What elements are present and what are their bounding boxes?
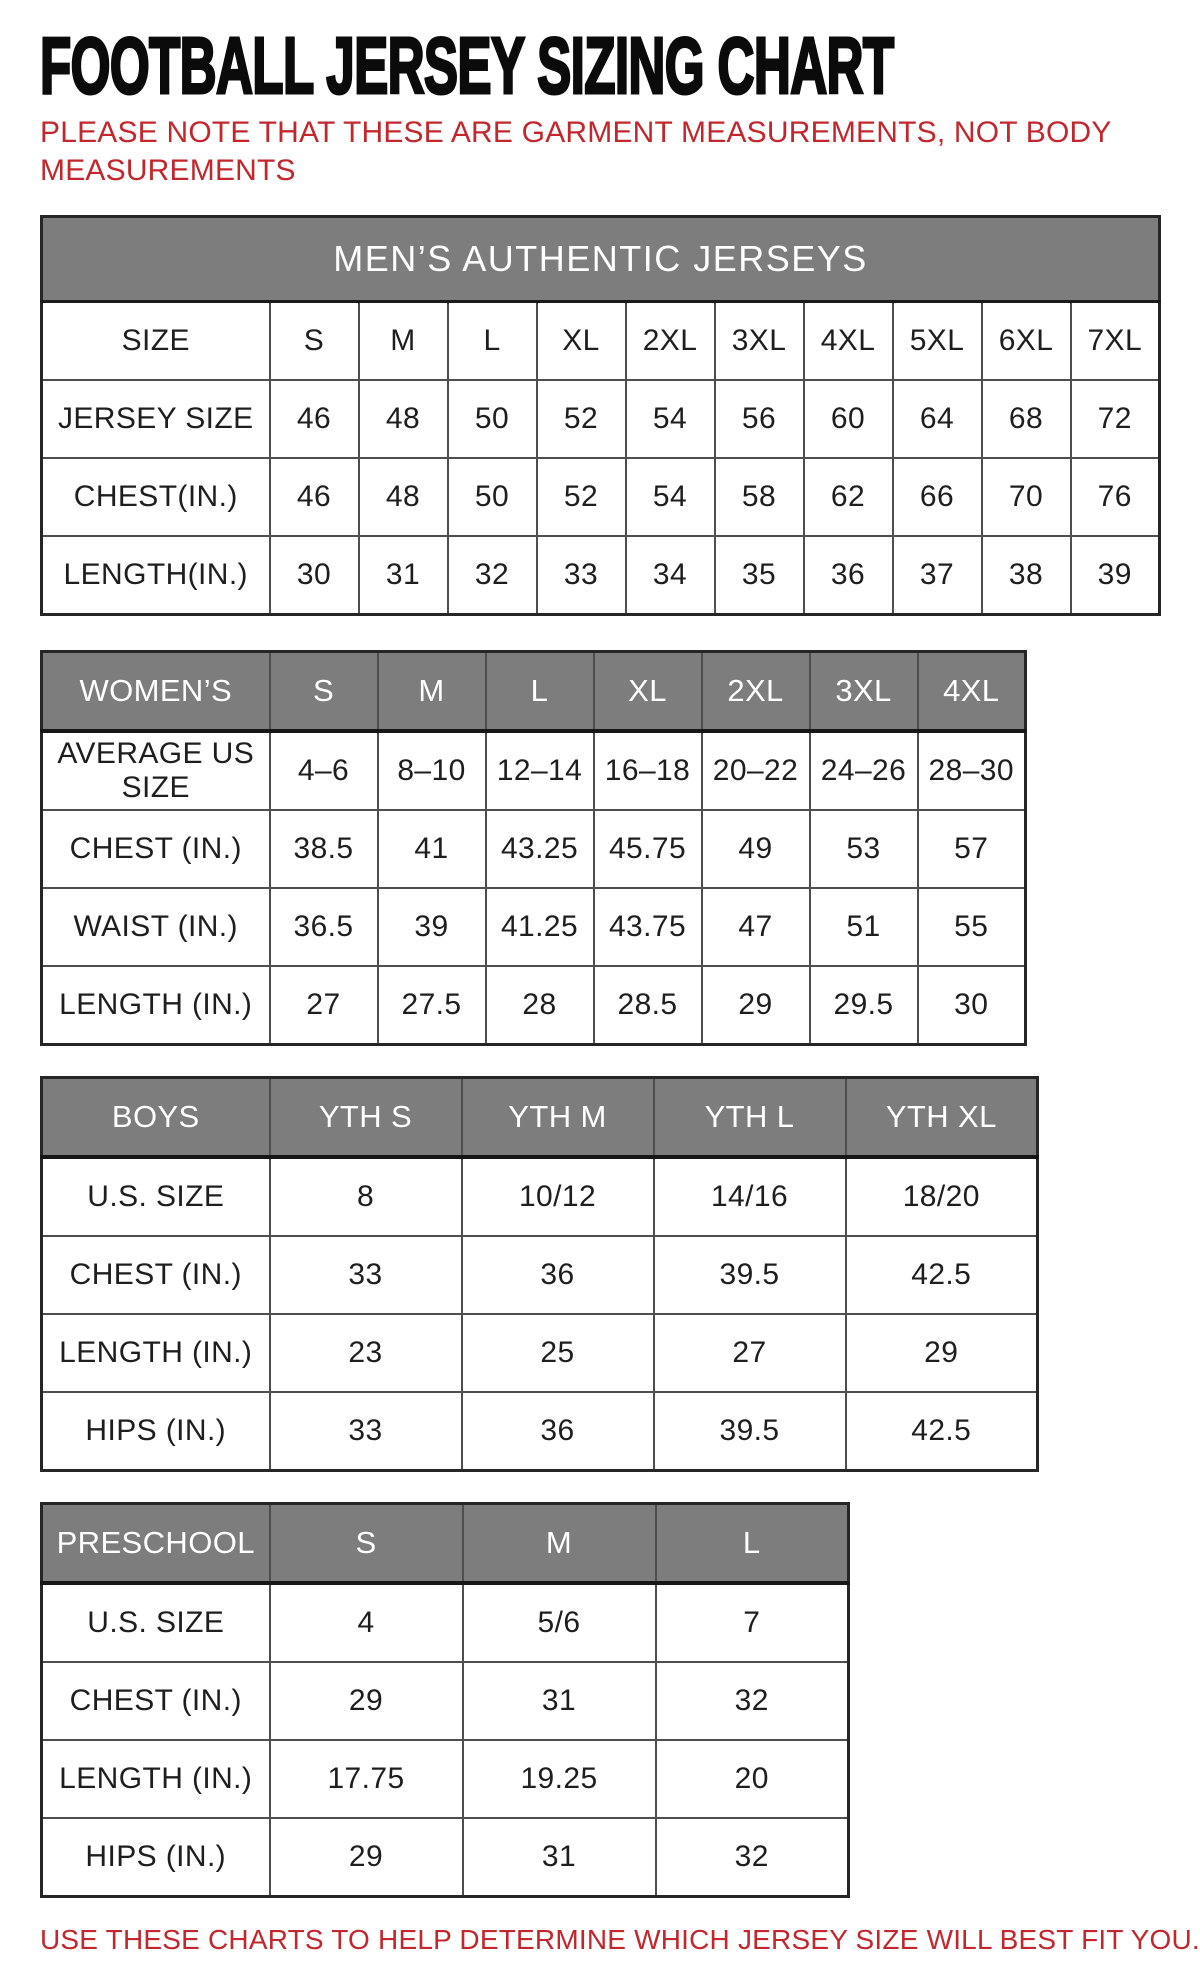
header-cell: 4XL bbox=[918, 652, 1026, 732]
value-cell: 46 bbox=[270, 458, 359, 536]
header-cell: 6XL bbox=[982, 302, 1071, 381]
value-cell: 72 bbox=[1071, 380, 1160, 458]
value-cell: 30 bbox=[918, 966, 1026, 1045]
value-cell: 5/6 bbox=[463, 1583, 656, 1662]
mens-header-label: SIZE bbox=[42, 302, 270, 381]
value-cell: 54 bbox=[626, 458, 715, 536]
value-cell: 41.25 bbox=[486, 888, 594, 966]
value-cell: 48 bbox=[359, 380, 448, 458]
value-cell: 57 bbox=[918, 810, 1026, 888]
value-cell: 29 bbox=[270, 1818, 463, 1897]
preschool-header-label: PRESCHOOL bbox=[42, 1504, 270, 1584]
header-cell: M bbox=[359, 302, 448, 381]
header-cell: S bbox=[270, 1504, 463, 1584]
table-row bbox=[42, 1818, 849, 1897]
value-cell: 36 bbox=[804, 536, 893, 615]
table-row bbox=[42, 380, 1160, 458]
value-cell: 29 bbox=[702, 966, 810, 1045]
value-cell: 34 bbox=[626, 536, 715, 615]
row-label: HIPS (IN.) bbox=[42, 1392, 270, 1471]
row-label: AVERAGE US SIZE bbox=[42, 731, 270, 810]
header-row bbox=[42, 302, 1160, 381]
value-cell: 27 bbox=[270, 966, 378, 1045]
value-cell: 58 bbox=[715, 458, 804, 536]
header-cell: 7XL bbox=[1071, 302, 1160, 381]
boys-header-label: BOYS bbox=[42, 1078, 270, 1158]
value-cell: 39 bbox=[1071, 536, 1160, 615]
table-row bbox=[42, 458, 1160, 536]
row-label: LENGTH (IN.) bbox=[42, 966, 270, 1045]
value-cell: 17.75 bbox=[270, 1740, 463, 1818]
header-cell: S bbox=[270, 302, 359, 381]
header-cell: L bbox=[656, 1504, 849, 1584]
value-cell: 33 bbox=[537, 536, 626, 615]
table-row bbox=[42, 966, 1026, 1045]
table-row bbox=[42, 810, 1026, 888]
value-cell: 12–14 bbox=[486, 731, 594, 810]
value-cell: 10/12 bbox=[462, 1157, 654, 1236]
value-cell: 27 bbox=[654, 1314, 846, 1392]
value-cell: 31 bbox=[463, 1818, 656, 1897]
value-cell: 36 bbox=[462, 1392, 654, 1471]
value-cell: 27.5 bbox=[378, 966, 486, 1045]
value-cell: 32 bbox=[448, 536, 537, 615]
header-cell: 2XL bbox=[702, 652, 810, 732]
value-cell: 36 bbox=[462, 1236, 654, 1314]
header-cell: YTH XL bbox=[846, 1078, 1038, 1158]
row-label: LENGTH (IN.) bbox=[42, 1740, 270, 1818]
value-cell: 42.5 bbox=[846, 1392, 1038, 1471]
row-label: LENGTH(IN.) bbox=[42, 536, 270, 615]
footer-note: USE THESE CHARTS TO HELP DETERMINE WHICH JERSEY SIZE WILL BEST FIT YOU. bbox=[40, 1924, 1200, 1955]
value-cell: 4 bbox=[270, 1583, 463, 1662]
value-cell: 38 bbox=[982, 536, 1071, 615]
value-cell: 29.5 bbox=[810, 966, 918, 1045]
value-cell: 29 bbox=[846, 1314, 1038, 1392]
value-cell: 24–26 bbox=[810, 731, 918, 810]
value-cell: 51 bbox=[810, 888, 918, 966]
womens-header-label: WOMEN’S bbox=[42, 652, 270, 732]
table-row bbox=[42, 536, 1160, 615]
value-cell: 48 bbox=[359, 458, 448, 536]
value-cell: 32 bbox=[656, 1818, 849, 1897]
value-cell: 70 bbox=[982, 458, 1071, 536]
value-cell: 36.5 bbox=[270, 888, 378, 966]
value-cell: 35 bbox=[715, 536, 804, 615]
value-cell: 28 bbox=[486, 966, 594, 1045]
row-label: WAIST (IN.) bbox=[42, 888, 270, 966]
value-cell: 18/20 bbox=[846, 1157, 1038, 1236]
header-row bbox=[42, 1504, 849, 1584]
header-cell: L bbox=[486, 652, 594, 732]
value-cell: 43.25 bbox=[486, 810, 594, 888]
value-cell: 53 bbox=[810, 810, 918, 888]
mens-banner: MEN’S AUTHENTIC JERSEYS bbox=[42, 217, 1160, 302]
value-cell: 76 bbox=[1071, 458, 1160, 536]
value-cell: 29 bbox=[270, 1662, 463, 1740]
page-title-text: FOOTBALL JERSEY SIZING CHART bbox=[40, 21, 894, 110]
header-cell: 3XL bbox=[810, 652, 918, 732]
value-cell: 23 bbox=[270, 1314, 462, 1392]
womens-table bbox=[40, 650, 1027, 1046]
row-label: LENGTH (IN.) bbox=[42, 1314, 270, 1392]
value-cell: 62 bbox=[804, 458, 893, 536]
value-cell: 68 bbox=[982, 380, 1071, 458]
value-cell: 66 bbox=[893, 458, 982, 536]
value-cell: 20–22 bbox=[702, 731, 810, 810]
value-cell: 52 bbox=[537, 380, 626, 458]
value-cell: 47 bbox=[702, 888, 810, 966]
value-cell: 43.75 bbox=[594, 888, 702, 966]
header-cell: L bbox=[448, 302, 537, 381]
row-label: U.S. SIZE bbox=[42, 1157, 270, 1236]
row-label: JERSEY SIZE bbox=[42, 380, 270, 458]
value-cell: 28–30 bbox=[918, 731, 1026, 810]
value-cell: 8–10 bbox=[378, 731, 486, 810]
row-label: CHEST (IN.) bbox=[42, 1662, 270, 1740]
value-cell: 55 bbox=[918, 888, 1026, 966]
row-label: CHEST (IN.) bbox=[42, 810, 270, 888]
header-cell: S bbox=[270, 652, 378, 732]
value-cell: 25 bbox=[462, 1314, 654, 1392]
boys-table bbox=[40, 1076, 1039, 1472]
row-label: CHEST (IN.) bbox=[42, 1236, 270, 1314]
value-cell: 33 bbox=[270, 1236, 462, 1314]
header-cell: M bbox=[463, 1504, 656, 1584]
header-cell: YTH L bbox=[654, 1078, 846, 1158]
value-cell: 41 bbox=[378, 810, 486, 888]
value-cell: 16–18 bbox=[594, 731, 702, 810]
table-row bbox=[42, 888, 1026, 966]
value-cell: 32 bbox=[656, 1662, 849, 1740]
value-cell: 54 bbox=[626, 380, 715, 458]
value-cell: 14/16 bbox=[654, 1157, 846, 1236]
value-cell: 4–6 bbox=[270, 731, 378, 810]
header-cell: YTH M bbox=[462, 1078, 654, 1158]
table-row bbox=[42, 1740, 849, 1818]
table-row bbox=[42, 1392, 1038, 1471]
table-row bbox=[42, 731, 1026, 810]
value-cell: 45.75 bbox=[594, 810, 702, 888]
value-cell: 33 bbox=[270, 1392, 462, 1471]
value-cell: 39 bbox=[378, 888, 486, 966]
table-row bbox=[42, 1157, 1038, 1236]
value-cell: 38.5 bbox=[270, 810, 378, 888]
value-cell: 64 bbox=[893, 380, 982, 458]
header-cell: XL bbox=[594, 652, 702, 732]
page-title bbox=[40, 21, 1162, 110]
value-cell: 8 bbox=[270, 1157, 462, 1236]
header-cell: 3XL bbox=[715, 302, 804, 381]
header-cell: M bbox=[378, 652, 486, 732]
preschool-table bbox=[40, 1502, 850, 1898]
banner-row bbox=[42, 217, 1160, 302]
value-cell: 28.5 bbox=[594, 966, 702, 1045]
header-row bbox=[42, 1078, 1038, 1158]
value-cell: 7 bbox=[656, 1583, 849, 1662]
value-cell: 37 bbox=[893, 536, 982, 615]
row-label: CHEST(IN.) bbox=[42, 458, 270, 536]
row-label: HIPS (IN.) bbox=[42, 1818, 270, 1897]
value-cell: 39.5 bbox=[654, 1392, 846, 1471]
value-cell: 39.5 bbox=[654, 1236, 846, 1314]
garment-measurements-note: PLEASE NOTE THAT THESE ARE GARMENT MEASUREMENTS, NOT BODY MEASUREMENTS bbox=[40, 116, 1112, 187]
table-row bbox=[42, 1583, 849, 1662]
value-cell: 20 bbox=[656, 1740, 849, 1818]
row-label: U.S. SIZE bbox=[42, 1583, 270, 1662]
table-row bbox=[42, 1314, 1038, 1392]
header-row bbox=[42, 652, 1026, 732]
value-cell: 49 bbox=[702, 810, 810, 888]
value-cell: 60 bbox=[804, 380, 893, 458]
header-cell: 4XL bbox=[804, 302, 893, 381]
value-cell: 46 bbox=[270, 380, 359, 458]
header-cell: XL bbox=[537, 302, 626, 381]
value-cell: 56 bbox=[715, 380, 804, 458]
value-cell: 19.25 bbox=[463, 1740, 656, 1818]
table-row bbox=[42, 1236, 1038, 1314]
value-cell: 50 bbox=[448, 380, 537, 458]
size-tables-container bbox=[40, 215, 1162, 1898]
header-cell: YTH S bbox=[270, 1078, 462, 1158]
header-cell: 5XL bbox=[893, 302, 982, 381]
value-cell: 42.5 bbox=[846, 1236, 1038, 1314]
value-cell: 52 bbox=[537, 458, 626, 536]
value-cell: 31 bbox=[359, 536, 448, 615]
value-cell: 30 bbox=[270, 536, 359, 615]
table-row bbox=[42, 1662, 849, 1740]
value-cell: 31 bbox=[463, 1662, 656, 1740]
header-cell: 2XL bbox=[626, 302, 715, 381]
value-cell: 50 bbox=[448, 458, 537, 536]
mens-table bbox=[40, 215, 1161, 616]
